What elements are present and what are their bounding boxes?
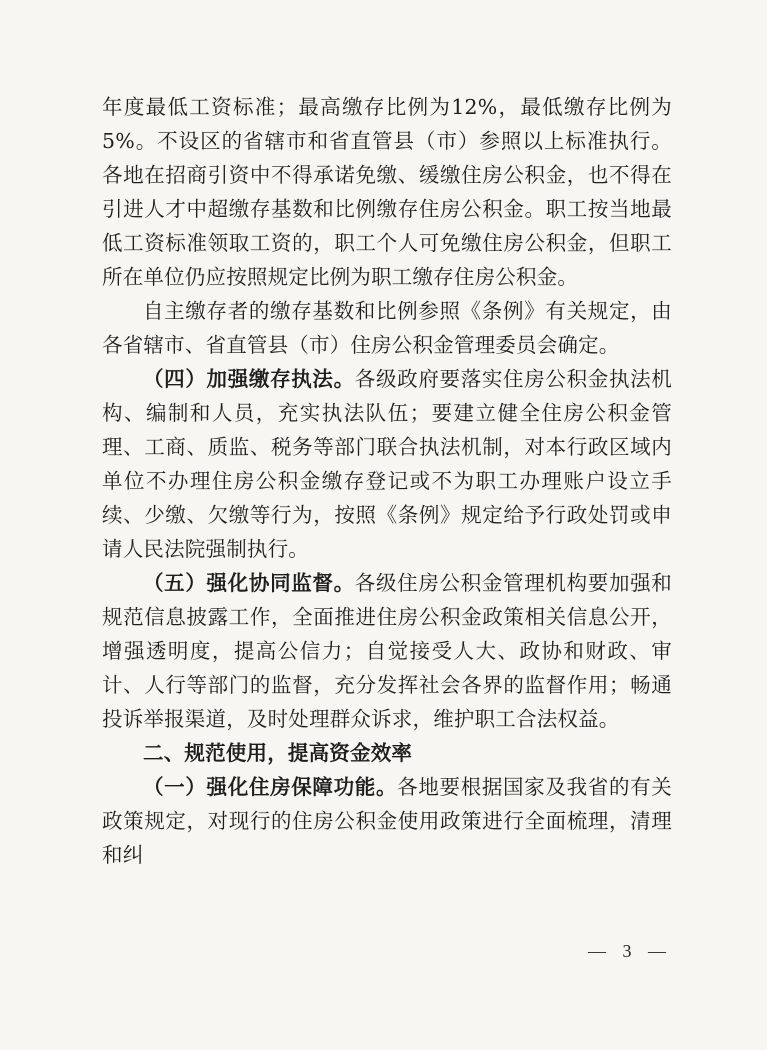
document-body — [102, 90, 672, 872]
paragraph-final-text: 各地要根据国家及我省的有关政策规定，对现行的住房公积金使用政策进行全面梳理，清理和纠 — [102, 775, 672, 867]
paragraph-p3-lead: （四）加强缴存执法。 — [143, 367, 355, 391]
paragraph-final — [102, 770, 672, 872]
section-heading: 二、规范使用，提高资金效率 — [143, 741, 413, 765]
paragraph-p4 — [102, 566, 672, 736]
paragraph-p3-text: 各级政府要落实住房公积金执法机构、编制和人员，充实执法队伍；要建立健全住房公积金管理、工商、质监、税务等部门联合执法机制，对本行政区域内单位不办理住房公积金缴存登记或不为职工办理账户设立手续、少缴、欠缴等行为，按照《条例》规定给予行政处罚或申请人民法院强制执行。 — [102, 367, 673, 561]
paragraph-final-lead: （一）强化住房保障功能。 — [143, 775, 398, 799]
paragraph-p2: 自主缴存者的缴存基数和比例参照《条例》有关规定，由各省辖市、省直管县（市）住房公积金管理委员会确定。 — [102, 299, 672, 357]
paragraph-p3 — [102, 362, 672, 566]
page-number: — 3 — — [588, 941, 672, 961]
paragraph-p4-lead: （五）强化协同监督。 — [143, 571, 355, 595]
paragraph-p4-text: 各级住房公积金管理机构要加强和规范信息披露工作，全面推进住房公积金政策相关信息公开，增强透明度，提高公信力；自觉接受人大、政协和财政、审计、人行等部门的监督，充分发挥社会各界的监督作用；畅通投诉举报渠道，及时处理群众诉求，维护职工合法权益。 — [102, 571, 673, 731]
paragraph-p1: 年度最低工资标准；最高缴存比例为12%，最低缴存比例为5%。不设区的省辖市和省直管县（市）参照以上标准执行。各地在招商引资中不得承诺免缴、缓缴住房公积金，也不得在引进人才中超缴存基数和比例缴存住房公积金。职工按当地最低工资标准领取工资的，职工个人可免缴住房公积金，但职工所在单位仍应按照规定比例为职工缴存住房公积金。 — [102, 95, 672, 289]
